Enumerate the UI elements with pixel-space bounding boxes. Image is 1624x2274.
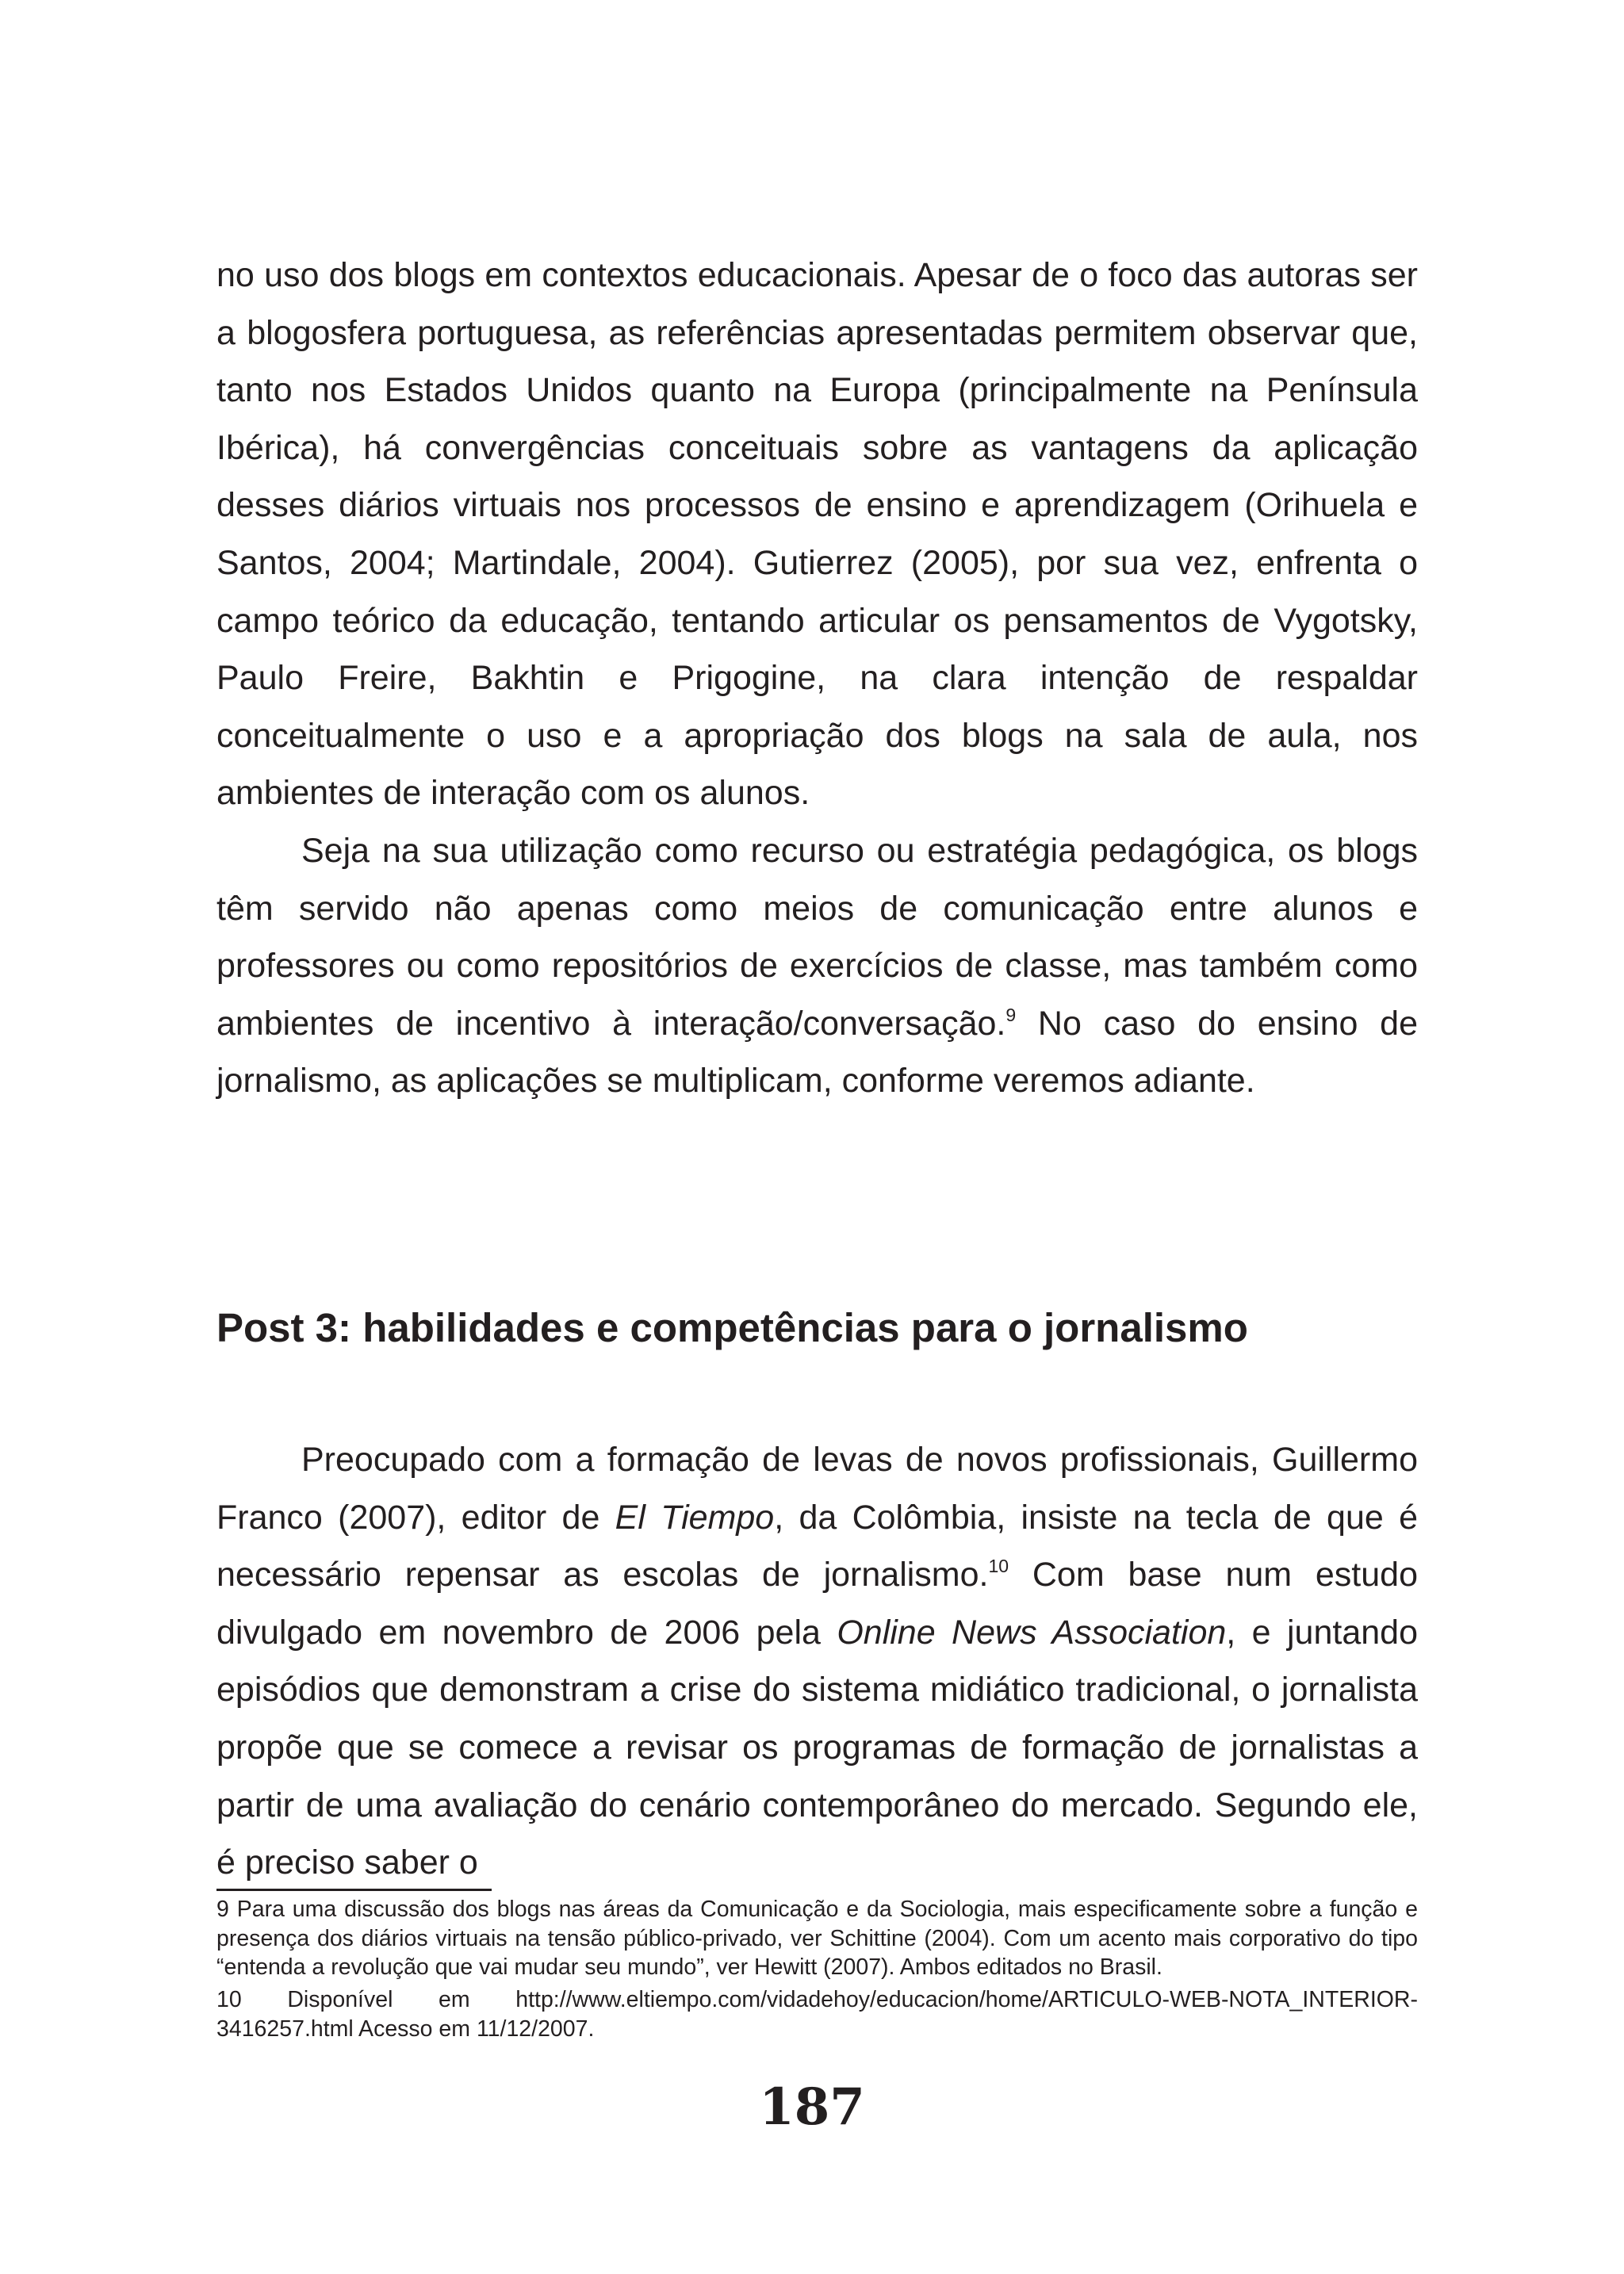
- paragraph-text: , da Colômbia, insiste na tecla de que é necessário repensar as escolas de jornalismo.: [216, 1498, 1418, 1594]
- italic-online-news-association: Online News Association: [837, 1613, 1227, 1652]
- footnotes: [216, 1895, 1418, 2047]
- body-text-post3: [216, 1431, 1418, 1892]
- italic-el-tiempo: El Tiempo: [615, 1498, 775, 1537]
- footnote-divider: [216, 1889, 492, 1891]
- paragraph-text: Seja na sua utilização como recurso ou estratégia pedagógica, os blogs têm servido não apenas como meios de comunicação entre alunos e professores ou como repositórios de exercícios de classe, mas também como ambientes de incentivo à interação/conversação.: [216, 831, 1418, 1043]
- body-text-top: [216, 247, 1418, 1110]
- page-number: 187: [759, 2077, 865, 2137]
- paragraph-text: Com base num estudo divulgado em novembro de 2006 pela: [216, 1556, 1418, 1652]
- footnote-10: 10 Disponível em http://www.eltiempo.com/vidadehoy/educacion/home/ARTICULO-WEB-NOTA_INTERIOR-3416257.html Acesso em 11/12/2007.: [216, 1987, 1418, 2042]
- paragraph-text: no uso dos blogs em contextos educacionais. Apesar de o foco das autoras ser a blogosfera portuguesa, as referências apresentadas permitem observar que, tanto nos Estados Unidos quanto na Europa (principalmente na Península Ibérica), há convergências conceituais sobre as vantagens da aplicação desses diários virtuais nos processos de ensino e aprendizagem (Orihuela e Santos, 2004; Martindale, 2004). Gutierrez (2005), por sua vez, enfrenta o campo teórico da educação, tentando articular os pensamentos de Vygotsky, Paulo Freire, Bakhtin e Prigogine, na clara intenção de respaldar conceitualmente o uso e a apropriação dos blogs na sala de aula, nos ambientes de interação com os alunos.: [216, 256, 1418, 813]
- paragraph-pedagogical-use: [216, 822, 1418, 1110]
- paragraph-guillermo-franco: [216, 1431, 1418, 1892]
- paragraph-text: , e juntando episódios que demonstram a crise do sistema midiático tradicional, o jornalista propõe que se comece a revisar os programas de formação de jornalistas a partir de uma avaliação do cenário contemporâneo do mercado. Segundo ele, é preciso saber o: [216, 1613, 1418, 1882]
- footnote-9: 9 Para uma discussão dos blogs nas áreas da Comunicação e da Sociologia, mais especificamente sobre a função e presença dos diários virtuais na tensão público-privado, ver Schittine (2004). Com um acento mais corporativo do tipo “entenda a revolução que vai mudar seu mundo”, ver Hewitt (2007). Ambos editados no Brasil.: [216, 1897, 1418, 1981]
- paragraph-text-continued: No caso do ensino de jornalismo, as aplicações se multiplicam, conforme veremos adiante.: [216, 1004, 1418, 1101]
- footnote-ref-9[interactable]: 9: [1005, 1004, 1017, 1025]
- section-heading: Post 3: habilidades e competências para o jornalismo: [216, 1305, 1248, 1350]
- paragraph-text: Preocupado com a formação de levas de novos profissionais, Guillermo Franco (2007), editor de: [216, 1441, 1418, 1537]
- footnote-ref-10[interactable]: 10: [988, 1556, 1009, 1577]
- paragraph-blogs-education: [216, 247, 1418, 822]
